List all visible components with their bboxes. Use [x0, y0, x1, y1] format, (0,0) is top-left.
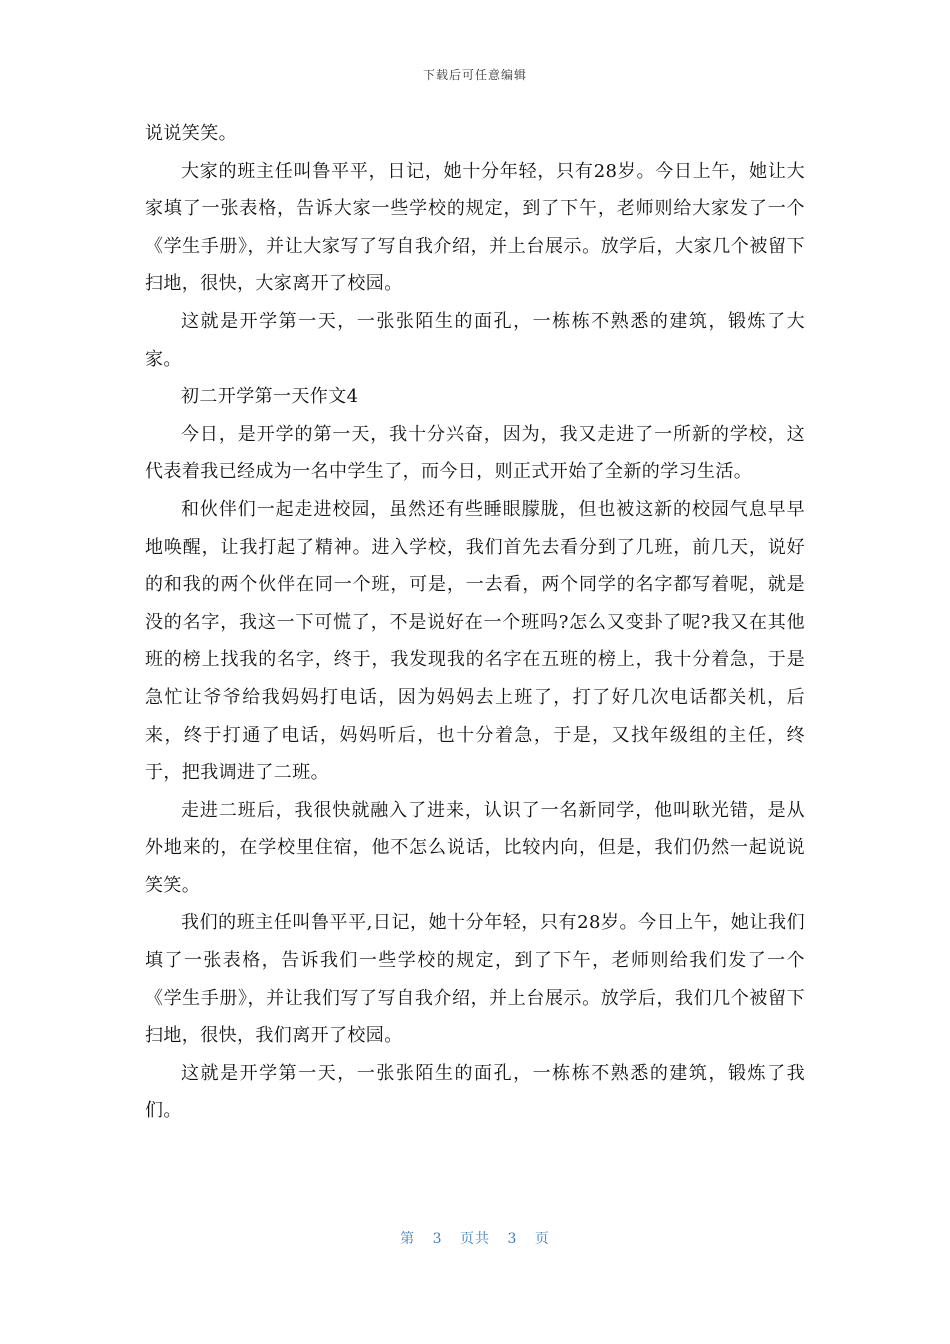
footer-suffix: 页: [534, 1231, 550, 1247]
footer-middle: 页共: [460, 1231, 490, 1247]
paragraph: 我们的班主任叫鲁平平,日记，她十分年轻，只有28岁。今日上午，她让我们填了一张表格，告诉我们一些学校的规定，到了下午，老师则给我们发了一个《学生手册》，并让我们写了写自我介绍，并上台展示。放学后，我们几个被留下扫地，很快，我们离开了校园。: [145, 912, 805, 1047]
paragraph: 和伙伴们一起走进校园，虽然还有些睡眼朦胧，但也被这新的校园气息早早地唤醒，让我打起了精神。进入学校，我们首先去看分到了几班，前几天，说好的和我的两个伙伴在同一个班，可是，一去看，两个同学的名字都写着呢，就是没的名字，我这一下可慌了，不是说好在一个班吗?怎么又变卦了呢?我又在其他班的榜上找我的名字，终于，我发现我的名字在五班的榜上，我十分着急，于是急忙让爷爷给我妈妈打电话，因为妈妈去上班了，打了好几次电话都关机，后来，终于打通了电话，妈妈听后，也十分着急，于是，又找年级组的主任，终于，把我调进了二班。: [145, 498, 805, 784]
page-footer: [0, 1228, 950, 1248]
header-note: 下载后可任意编辑: [422, 68, 527, 82]
paragraph: 说说笑笑。: [145, 123, 237, 144]
paragraph: 大家的班主任叫鲁平平，日记，她十分年轻，只有28岁。今日上午，她让大家填了一张表格，告诉大家一些学校的规定，到了下午，老师则给大家发了一个《学生手册》，并让大家写了写自我介绍，并上台展示。放学后，大家几个被留下扫地，很快，大家离开了校园。: [145, 160, 805, 295]
document-body: [145, 115, 805, 1130]
footer-prefix: 第: [400, 1231, 416, 1247]
paragraph: 走进二班后，我很快就融入了进来，认识了一名新同学，他叫耿光错，是从外地来的，在学校里住宿，他不怎么说话，比较内向，但是，我们仍然一起说说笑笑。: [145, 799, 805, 896]
paragraph: 这就是开学第一天，一张张陌生的面孔，一栋栋不熟悉的建筑，锻炼了我们。: [145, 1062, 805, 1122]
section-title: 初二开学第一天作文4: [181, 386, 359, 408]
footer-current-page: 3: [432, 1231, 443, 1247]
paragraph: 这就是开学第一天，一张张陌生的面孔，一栋栋不熟悉的建筑，锻炼了大家。: [145, 310, 805, 370]
paragraph: 今日，是开学的第一天，我十分兴奋，因为，我又走进了一所新的学校，这代表着我已经成为一名中学生了，而今日，则正式开始了全新的学习生活。: [145, 423, 805, 483]
footer-total-pages: 3: [507, 1231, 518, 1247]
